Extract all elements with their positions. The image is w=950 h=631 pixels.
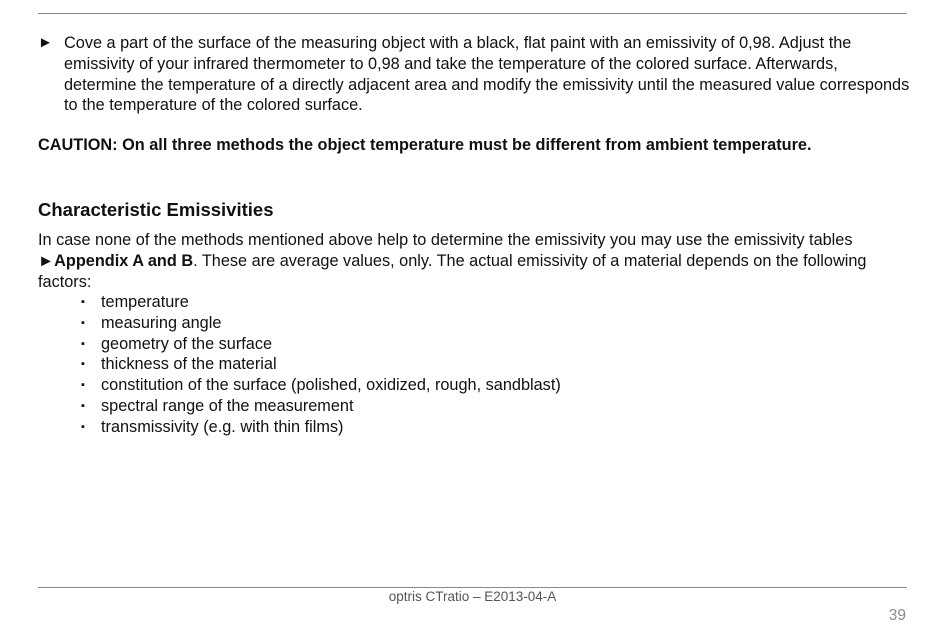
list-item — [38, 417, 561, 438]
list-item — [38, 313, 561, 334]
bullet-icon: ▪ — [81, 358, 85, 371]
footer-rule — [38, 587, 907, 588]
footer-document-id: optris CTratio – E2013-04-A — [388, 589, 557, 604]
list-item — [38, 334, 561, 355]
instruction-step — [38, 33, 910, 116]
list-item-text: measuring angle — [101, 313, 222, 332]
page-number: 39 — [888, 607, 906, 624]
list-item — [38, 396, 561, 417]
intro-paragraph — [38, 230, 913, 292]
list-item-text: geometry of the surface — [101, 334, 273, 353]
factor-list — [38, 292, 561, 438]
intro-text-end: . These are average values, only. The actual emissivity of a material depends on the following factors: — [38, 251, 867, 291]
bullet-icon: ▪ — [81, 337, 85, 350]
list-item-text: thickness of the material — [101, 355, 277, 374]
bullet-icon: ▪ — [81, 296, 85, 308]
list-item-text: constitution of the surface (polished, oxidized, rough, sandblast) — [101, 376, 561, 395]
section-heading: Characteristic Emissivities — [38, 199, 274, 220]
list-item — [38, 354, 561, 375]
caution-note: CAUTION: On all three methods the object temperature must be different from ambient temperature. — [38, 136, 812, 154]
arrow-right-icon: ► — [38, 34, 53, 51]
list-item — [38, 375, 561, 396]
list-item — [38, 292, 561, 313]
list-item-text: spectral range of the measurement — [101, 396, 354, 415]
bullet-icon: ▪ — [81, 399, 85, 412]
header-rule — [38, 13, 907, 14]
appendix-reference: ►Appendix A and B — [38, 251, 194, 270]
list-item-text: temperature — [101, 293, 189, 311]
intro-text-start: In case none of the methods mentioned above help to determine the emissivity you may use the emissivity tables — [38, 231, 853, 249]
list-item-text: transmissivity (e.g. with thin films) — [101, 417, 344, 436]
bullet-icon: ▪ — [81, 420, 85, 433]
bullet-icon: ▪ — [81, 379, 85, 392]
step-text: Cove a part of the surface of the measuring object with a black, flat paint with an emissivity of 0,98. Adjust the emissivity of your infrared thermometer to 0,98 and take the temperature of the colored surface. Afterwards, determine the temperature of a directly adjacent area and modify the emissivity until the measured value corresponds to the temperature of the colored surface. — [64, 34, 910, 115]
bullet-icon: ▪ — [81, 316, 85, 329]
